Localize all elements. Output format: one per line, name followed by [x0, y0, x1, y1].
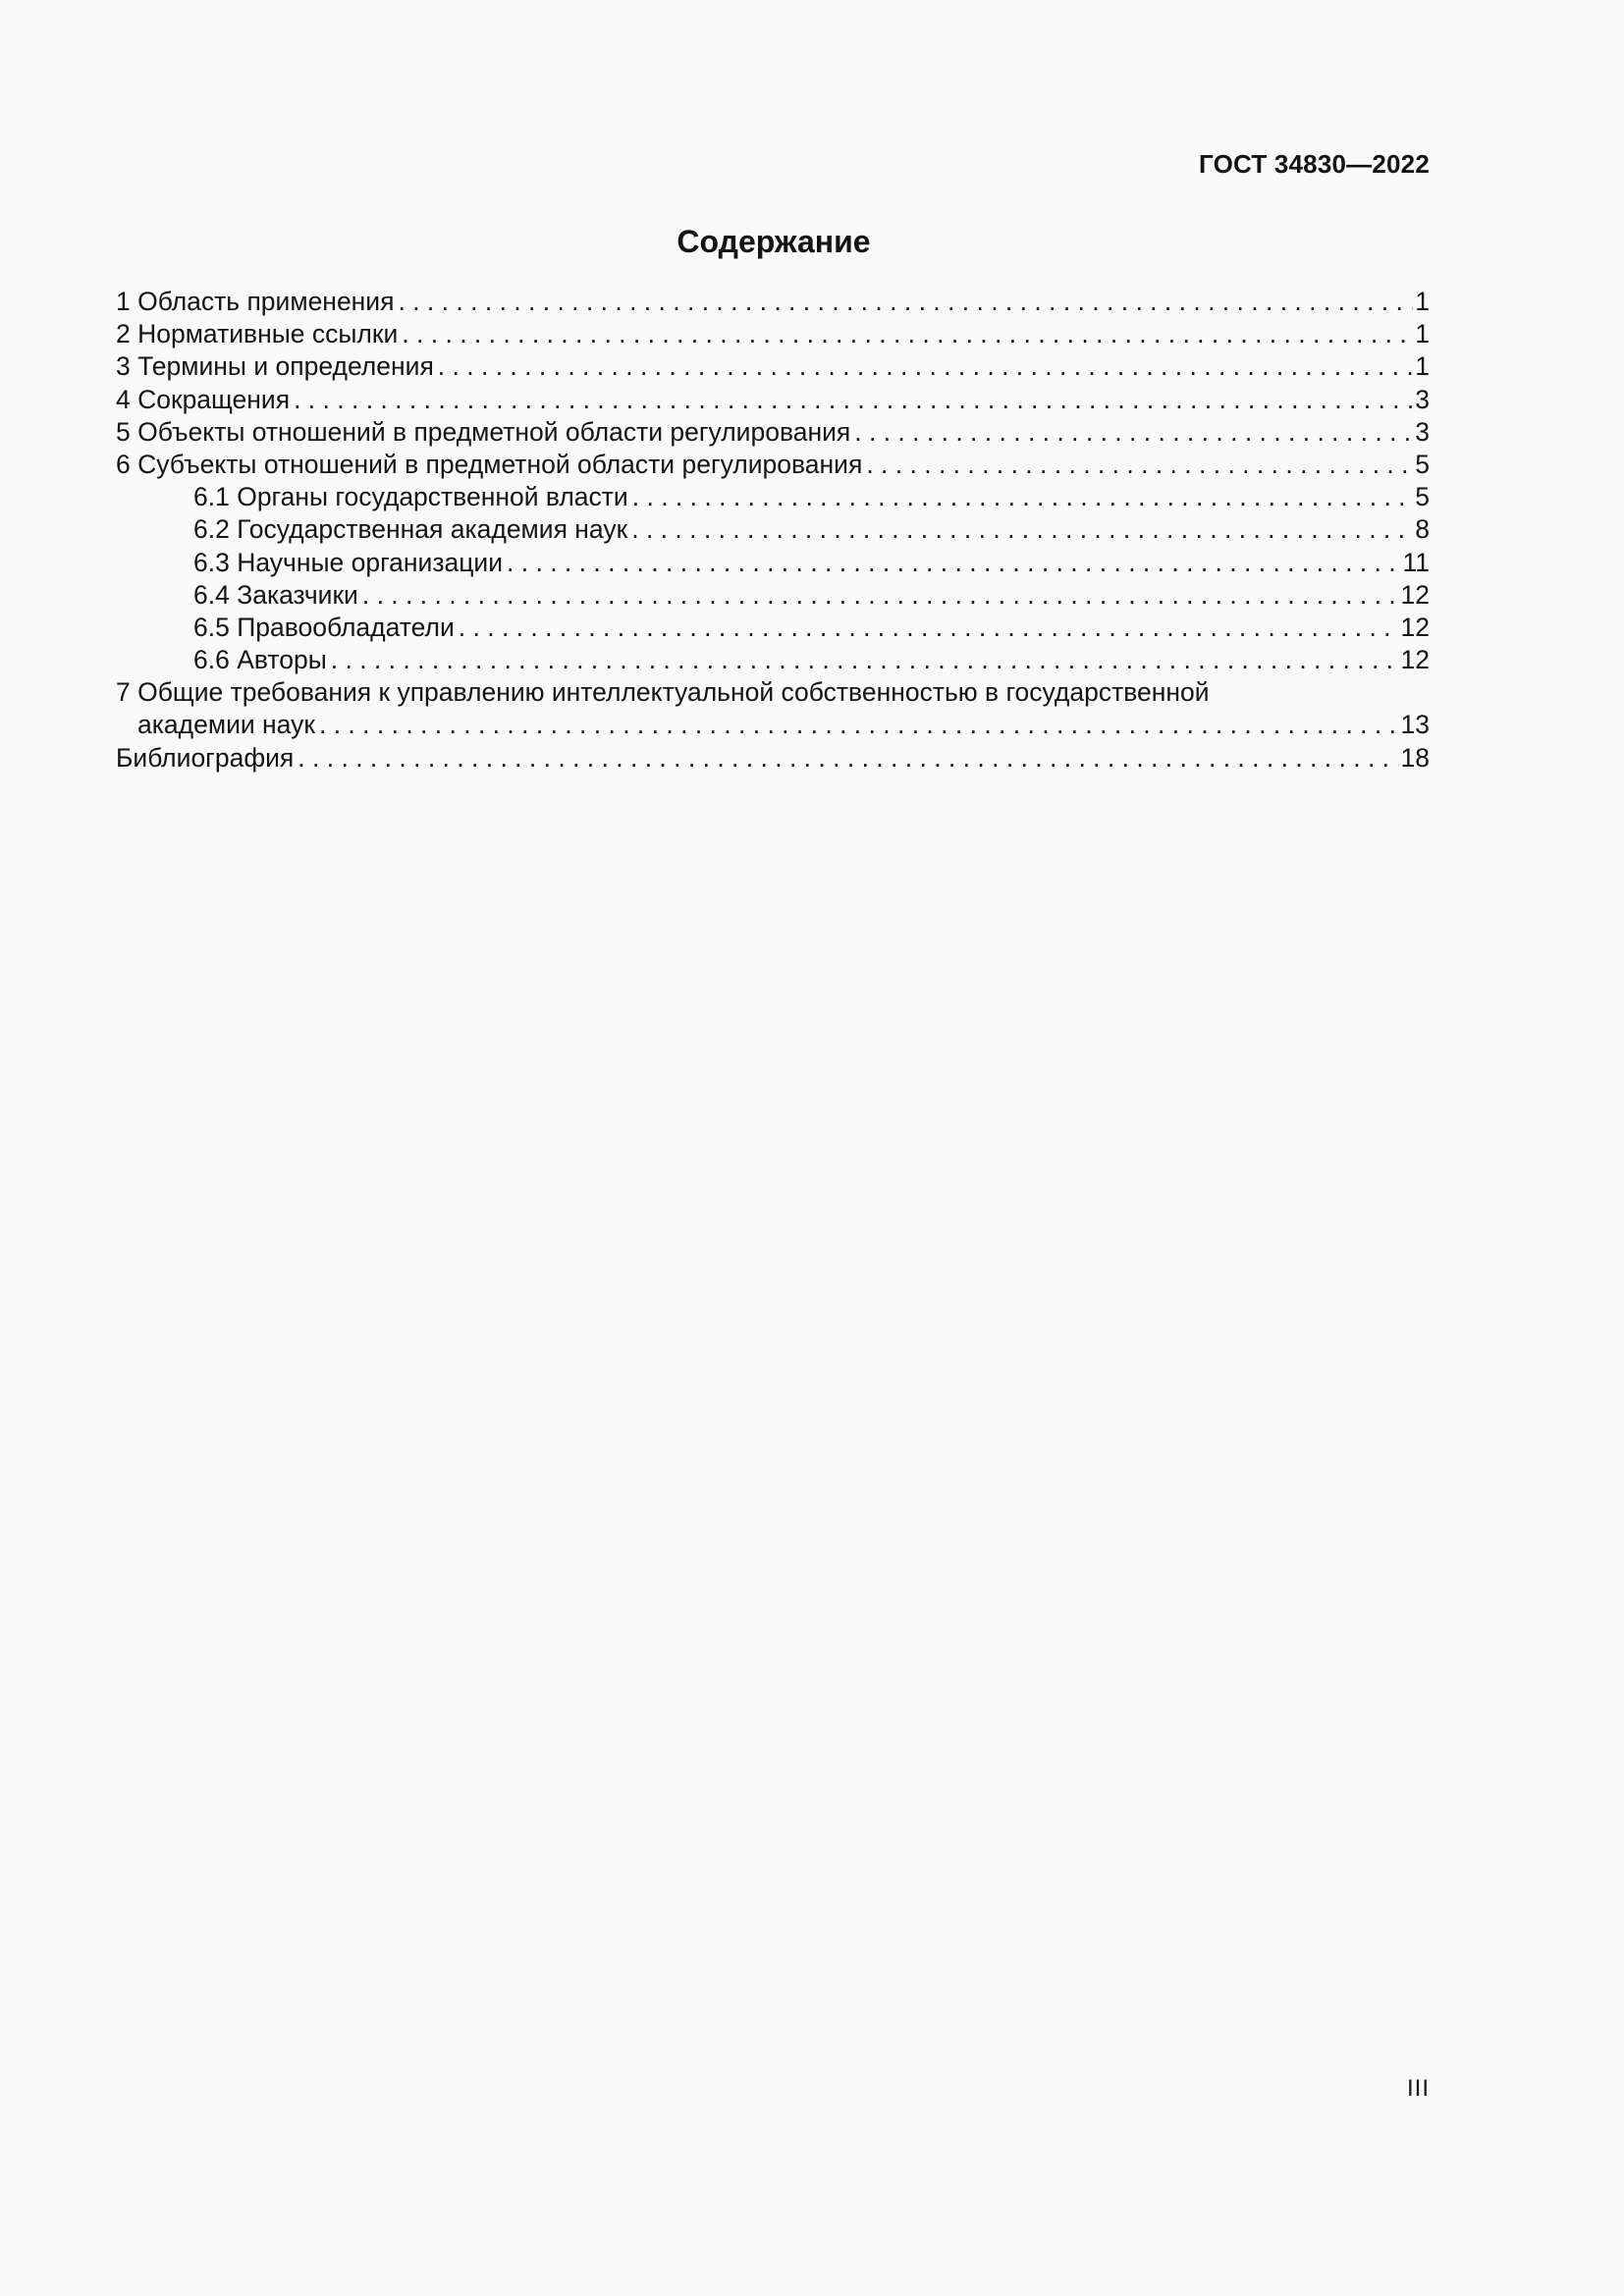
dot-leader [459, 612, 1399, 644]
dot-leader [319, 709, 1399, 741]
dot-leader [632, 481, 1414, 513]
toc-entry-label: 7 Общие требования к управлению интеллектуальной собственностью в государственной [116, 677, 1210, 708]
dot-leader [331, 644, 1399, 676]
dot-leader [631, 513, 1413, 546]
toc-entry-label: 6.5 Правообладатели [193, 612, 455, 642]
toc-entry-page: 1 [1415, 287, 1430, 316]
toc-entry-label: 6.4 Заказчики [193, 579, 358, 610]
toc-entry-academy-of-sciences[interactable] [116, 513, 1430, 546]
dot-leader [298, 742, 1398, 774]
toc-entry-page: 3 [1415, 384, 1430, 414]
toc-entry-label: 5 Объекты отношений в предметной области регулирования [116, 416, 851, 447]
toc-entry-abbreviations[interactable] [116, 384, 1430, 416]
toc-entry-page: 8 [1415, 514, 1430, 545]
toc-entry-label: 2 Нормативные ссылки [116, 319, 399, 349]
dot-leader [398, 286, 1413, 318]
table-of-contents [116, 286, 1430, 774]
dot-leader [866, 449, 1413, 481]
toc-entry-research-organizations[interactable] [116, 547, 1430, 579]
toc-entry-page: 5 [1415, 482, 1430, 512]
toc-entry-page: 11 [1402, 547, 1430, 577]
document-code: ГОСТ 34830—2022 [1199, 149, 1430, 179]
toc-entry-page: 12 [1400, 612, 1430, 642]
toc-entry-page: 12 [1400, 645, 1430, 675]
toc-entry-normative-references[interactable] [116, 318, 1430, 350]
toc-entry-label: Библиография [116, 742, 295, 773]
toc-entry-terms-definitions[interactable] [116, 350, 1430, 383]
toc-entry-label: 6.1 Органы государственной власти [193, 482, 628, 512]
dot-leader [294, 384, 1413, 416]
toc-entry-page: 12 [1400, 579, 1430, 610]
toc-entry-label: 4 Сокращения [116, 384, 291, 414]
dot-leader [438, 350, 1413, 383]
toc-entry-label: академии наук [137, 710, 315, 740]
toc-entry-page: 1 [1415, 351, 1430, 382]
toc-entry-general-requirements[interactable] [116, 676, 1430, 709]
toc-entry-page: 3 [1415, 416, 1430, 447]
toc-entry-customers[interactable] [116, 579, 1430, 612]
toc-entry-general-requirements-continued[interactable] [116, 709, 1430, 741]
dot-leader [854, 416, 1413, 449]
page-number: III [1406, 2075, 1430, 2102]
toc-entry-label: 3 Термины и определения [116, 351, 434, 382]
toc-entry-scope[interactable] [116, 286, 1430, 318]
dot-leader [507, 547, 1400, 579]
toc-entry-page: 1 [1415, 319, 1430, 349]
toc-entry-label: 6 Субъекты отношений в предметной области регулирования [116, 449, 863, 479]
toc-entry-page: 13 [1400, 710, 1430, 740]
toc-entry-label: 1 Область применения [116, 287, 395, 316]
toc-entry-objects[interactable] [116, 416, 1430, 449]
toc-title: Содержание [677, 224, 871, 259]
toc-entry-label: 6.2 Государственная академия наук [193, 514, 628, 545]
dot-leader [402, 318, 1413, 350]
toc-entry-bibliography[interactable] [116, 742, 1430, 774]
toc-entry-page: 18 [1400, 742, 1430, 773]
toc-entry-rightholders[interactable] [116, 612, 1430, 644]
toc-entry-authors[interactable] [116, 644, 1430, 676]
toc-entry-label: 6.3 Научные организации [193, 547, 504, 577]
toc-entry-page: 5 [1415, 449, 1430, 479]
dot-leader [362, 579, 1399, 612]
toc-entry-subjects[interactable] [116, 449, 1430, 481]
toc-entry-label: 6.6 Авторы [193, 645, 327, 675]
toc-entry-government-bodies[interactable] [116, 481, 1430, 513]
